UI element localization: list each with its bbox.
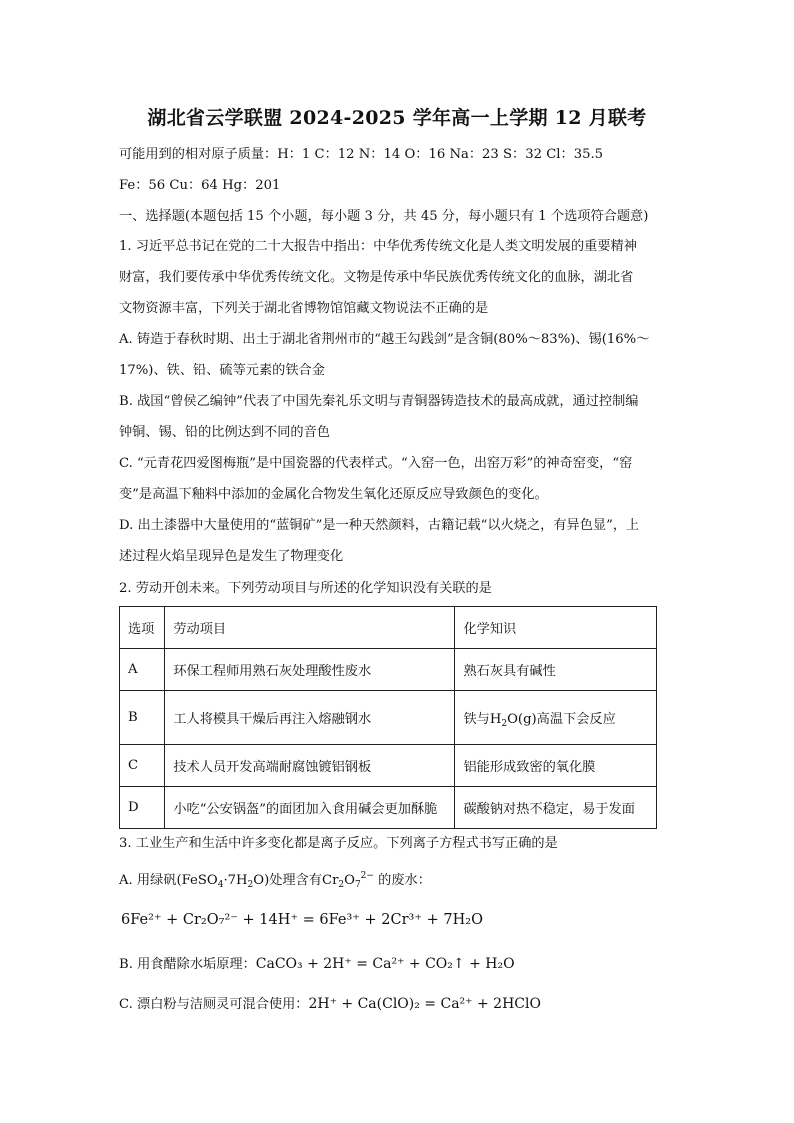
q3-a-tail: 的废水： [378,873,431,888]
q3-option-c [119,995,685,1014]
q3-a-charge: 2− [360,871,374,881]
row-work: 技术人员开发高端耐腐蚀镀铝钢板 [165,745,455,787]
knowledge-prefix: 铁与 [463,712,490,727]
atomic-mass-line-1: 可能用到的相对原子质量：H：1 C：12 N：14 O：16 Na：23 S：32 Cl：35.5 [119,147,604,162]
q1-option-c-1: C. “元青花四爱图梅瓶”是中国瓷器的代表样式。“入窑一色，出窑万彩”的神奇窑变，“窑 [119,456,633,471]
table-row [120,649,657,691]
header-knowledge: 化学知识 [455,607,657,649]
formula-o: O [507,712,518,727]
q1-option-b-1: B. 战国“曾侯乙编钟”代表了中国先秦礼乐文明与青铜器铸造技术的最高成就，通过控制编 [119,394,639,409]
table-row [120,691,657,745]
row-option: D [120,787,165,829]
row-work: 环保工程师用熟石灰处理酸性废水 [165,649,455,691]
atomic-mass-line-2: Fe：56 Cu：64 Hg：201 [119,178,281,193]
q3-a-ion: O [344,873,355,888]
q3-a-sub: 2 [247,880,254,890]
knowledge-suffix: (g)高温下会反应 [517,712,616,727]
row-knowledge: 铝能形成致密的氧化膜 [455,745,657,787]
q3-option-a-equation: 6Fe²⁺ + Cr₂O₇²⁻ + 14H⁺ = 6Fe³⁺ + 2Cr³⁺ + 7H₂O [121,912,483,928]
q2-header-row [120,607,657,649]
q3-option-a-label [119,872,685,890]
q1-stem-1: 1. 习近平总书记在党的二十大报告中指出：中华优秀传统文化是人类文明发展的重要精神 [119,239,637,254]
formula-subscript: 2 [501,719,508,729]
q1-stem-3: 文物资源丰富，下列关于湖北省博物馆馆藏文物说法不正确的是 [119,301,489,316]
q2-stem: 2. 劳动开创未来。下列劳动项目与所述的化学知识没有关联的是 [119,581,492,596]
header-option: 选项 [120,607,165,649]
q3-c-equation: 2H⁺ + Ca(ClO)₂ = Ca²⁺ + 2HClO [308,996,541,1012]
exam-title: 湖北省云学联盟 2024-2025 学年高一上学期 12 月联考 [147,107,647,129]
row-knowledge [455,691,657,745]
row-option: B [120,691,165,745]
q3-b-text: B. 用食醋除水垢原理： [119,957,256,972]
q1-option-c-2: 变”是高温下釉料中添加的金属化合物发生氧化还原反应导致颜色的变化。 [119,487,548,502]
header-work: 劳动项目 [165,607,455,649]
table-row [120,745,657,787]
row-knowledge: 碳酸钠对热不稳定，易于发面 [455,787,657,829]
row-knowledge: 熟石灰具有碱性 [455,649,657,691]
q2-table [119,606,657,829]
formula-h: H [489,712,502,727]
q3-a-mid: ·7H [223,873,248,888]
q1-option-d-1: D. 出土漆器中大量使用的“蓝铜矿”是一种天然颜料，古籍记载“以火烧之，有异色显”，上 [119,518,640,533]
q3-a-text: A. 用绿矾(FeSO [119,873,218,888]
q1-option-d-2: 述过程火焰呈现异色是发生了物理变化 [119,549,344,564]
q3-a-sub: 2 [338,880,345,890]
row-option: C [120,745,165,787]
row-option: A [120,649,165,691]
q1-option-a-2: 17%)、铁、铅、硫等元素的铁合金 [119,363,325,378]
q3-b-equation: CaCO₃ + 2H⁺ = Ca²⁺ + CO₂↑ + H₂O [255,956,515,972]
q3-stem: 3. 工业生产和生活中许多变化都是离子反应。下列离子方程式书写正确的是 [119,836,558,851]
q3-c-text: C. 漂白粉与洁厕灵可混合使用： [119,997,309,1012]
q1-stem-2: 财富，我们要传承中华优秀传统文化。文物是传承中华民族优秀传统文化的血脉，湖北省 [119,270,634,285]
section-heading: 一、选择题(本题包括 15 个小题，每小题 3 分，共 45 分，每小题只有 1 个选项符合题意) [119,209,649,224]
q1-option-b-2: 钟铜、锡、铅的比例达到不同的音色 [119,425,330,440]
row-work: 工人将模具干燥后再注入熔融钢水 [165,691,455,745]
row-work: 小吃“公安锅盔”的面团加入食用碱会更加酥脆 [165,787,455,829]
q3-a-sub: 4 [217,880,224,890]
q1-option-a-1: A. 铸造于春秋时期、出土于湖北省荆州市的“越王勾践剑”是含铜(80%～83%)、锡(16%～ [119,332,650,347]
q3-a-sub: 7 [354,880,361,890]
q3-option-b [119,955,685,974]
q3-a-ion: Cr [321,873,339,888]
table-row [120,787,657,829]
q3-a-end: O)处理含有 [253,873,322,888]
